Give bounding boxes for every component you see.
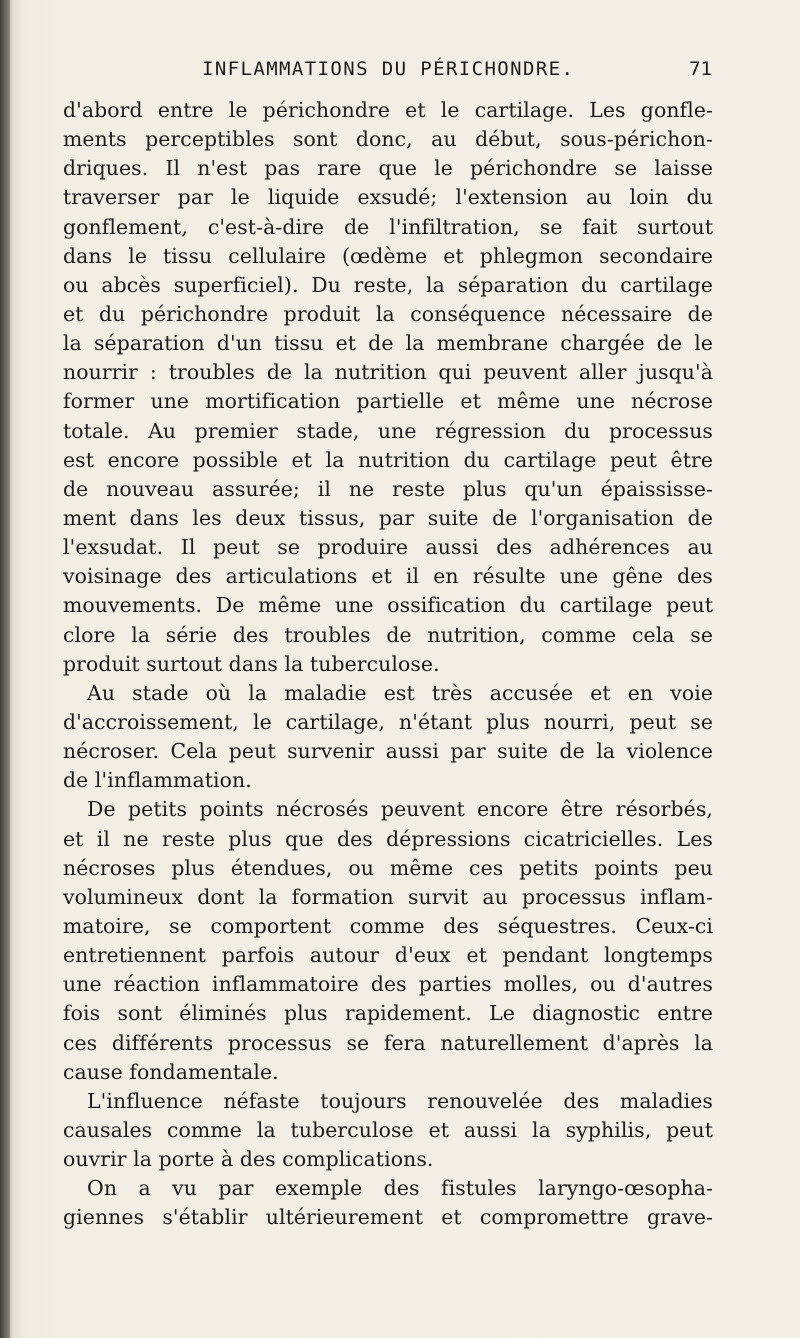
text-line: nourrir : troubles de la nutrition qui peuvent aller jusqu'à — [63, 360, 713, 385]
text-line: gonflement, c'est-à-dire de l'infiltration, se fait surtout — [63, 214, 713, 239]
text-line: est encore possible et la nutrition du cartilage peut être — [63, 447, 713, 472]
text-line: dans le tissu cellulaire (œdème et phlegmon secondaire — [63, 243, 713, 268]
page-number: 71 — [689, 58, 712, 80]
text-line: et du périchondre produit la conséquence nécessaire de — [63, 301, 713, 326]
text-line: nécroses plus étendues, ou même ces petits points peu — [63, 855, 713, 880]
text-line: d'abord entre le périchondre et le cartilage. Les gonfle- — [63, 98, 713, 122]
text-line: traverser par le liquide exsudé; l'extension au loin du — [63, 185, 713, 210]
text-line: ces différents processus se fera naturellement d'après la — [63, 1030, 713, 1055]
text-line: d'accroissement, le cartilage, n'étant plus nourri, peut se — [63, 709, 713, 734]
text-line: causales comme la tuberculose et aussi la syphilis, peut — [63, 1117, 713, 1142]
running-title: INFLAMMATIONS DU PÉRICHONDRE. — [202, 58, 575, 80]
text-line: ouvrir la porte à des complications. — [63, 1147, 434, 1172]
text-line: driques. Il n'est pas rare que le périchondre se laisse — [63, 156, 713, 181]
paragraph-start: L'influence néfaste toujours renouvelée des maladies — [87, 1088, 713, 1113]
text-line: totale. Au premier stade, une régression du processus — [63, 418, 713, 443]
text-line: de l'inflammation. — [63, 768, 252, 793]
paragraph-start: Au stade où la maladie est très accusée et en voie — [87, 680, 713, 705]
page-header — [62, 58, 712, 88]
text-line: entretiennent parfois autour d'eux et pendant longtemps — [63, 943, 713, 968]
text-line: cause fondamentale. — [63, 1059, 279, 1084]
text-line: ments perceptibles sont donc, au début, sous-périchon- — [63, 127, 713, 152]
body-text — [63, 96, 713, 1232]
text-line: voisinage des articulations et il en résulte une gêne des — [63, 564, 713, 589]
text-line: fois sont éliminés plus rapidement. Le diagnostic entre — [63, 1001, 713, 1026]
text-line: nécroser. Cela peut survenir aussi par suite de la violence — [63, 739, 713, 764]
text-line: ou abcès superficiel). Du reste, la séparation du cartilage — [63, 272, 713, 297]
paragraph-start: De petits points nécrosés peuvent encore être résorbés, — [87, 797, 713, 822]
text-line: mouvements. De même une ossification du cartilage peut — [63, 593, 713, 618]
text-line: l'exsudat. Il peut se produire aussi des adhérences au — [63, 535, 713, 560]
text-line: matoire, se comportent comme des séquestres. Ceux-ci — [63, 913, 713, 938]
paragraph-start: On a vu par exemple des fistules laryngo-œsopha- — [87, 1176, 713, 1201]
text-line: clore la série des troubles de nutrition, comme cela se — [63, 622, 713, 647]
text-line: la séparation d'un tissu et de la membrane chargée de le — [63, 331, 713, 356]
text-line: giennes s'établir ultérieurement et compromettre grave- — [63, 1205, 713, 1230]
text-line: former une mortification partielle et même une nécrose — [63, 389, 713, 414]
binding-shadow — [0, 0, 10, 1338]
text-line: de nouveau assurée; il ne reste plus qu'un épaississe- — [63, 476, 713, 501]
text-line: et il ne reste plus que des dépressions cicatricielles. Les — [63, 826, 713, 851]
text-line: une réaction inflammatoire des parties molles, ou d'autres — [63, 972, 713, 997]
text-line: ment dans les deux tissus, par suite de l'organisation de — [63, 505, 713, 530]
text-line: produit surtout dans la tuberculose. — [63, 651, 440, 676]
text-line: volumineux dont la formation survit au processus inflam- — [63, 884, 713, 909]
